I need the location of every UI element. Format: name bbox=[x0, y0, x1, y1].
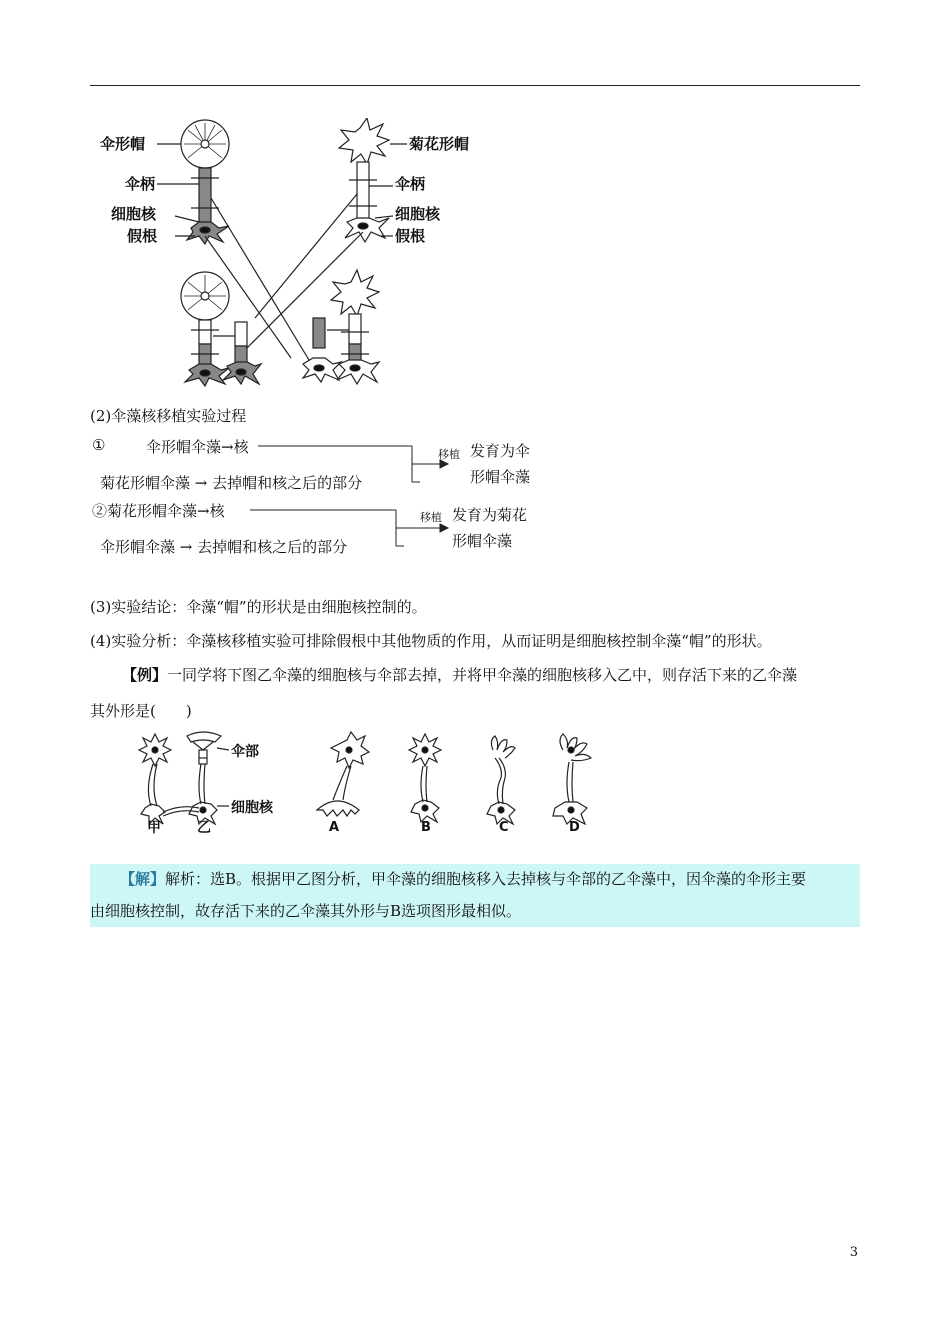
exp2-line1: ②菊花形帽伞藻→核 bbox=[92, 502, 225, 520]
label-nucleus-fig2: 细胞核 bbox=[231, 800, 273, 816]
exp1-line2: 菊花形帽伞藻 → 去掉帽和核之后的部分 bbox=[100, 474, 363, 492]
label-yi: 乙 bbox=[197, 820, 211, 836]
section3-conclusion: (3)实验结论：伞藻“帽”的形状是由细胞核控制的。 bbox=[90, 598, 427, 616]
section2-title: (2)伞藻核移植实验过程 bbox=[90, 407, 247, 425]
option-c-label: C bbox=[499, 820, 509, 835]
answer-tag: 【解】 bbox=[120, 870, 166, 888]
label-nucleus-left: 细胞核 bbox=[111, 205, 157, 223]
exp1-transplant: 移植 bbox=[438, 448, 460, 461]
exp2-result2: 形帽伞藻 bbox=[452, 532, 513, 550]
label-stalk-right: 伞柄 bbox=[395, 175, 426, 193]
option-d-label: D bbox=[569, 820, 580, 835]
exp1-number: ① bbox=[92, 436, 106, 454]
label-cap-part: 伞部 bbox=[231, 744, 259, 760]
exp1-result2: 形帽伞藻 bbox=[470, 468, 531, 486]
example-line2: 其外形是( ) bbox=[90, 702, 192, 720]
example-tag: 【例】 bbox=[122, 666, 168, 684]
example-line1 bbox=[122, 664, 797, 686]
label-chrysanthemum-cap: 菊花形帽 bbox=[409, 135, 470, 153]
label-nucleus-right: 细胞核 bbox=[395, 205, 441, 223]
exp1-line1: 伞形帽伞藻→核 bbox=[146, 438, 249, 456]
section4-analysis: (4)实验分析：伞藻核移植实验可排除假根中其他物质的作用，从而证明是细胞核控制伞藻“帽”的形状。 bbox=[90, 632, 772, 650]
label-umbrella-cap: 伞形帽 bbox=[100, 135, 146, 153]
page-number: 3 bbox=[849, 1245, 858, 1260]
exp2-result1: 发育为菊花 bbox=[452, 506, 528, 524]
answer-line2: 由细胞核控制，故存活下来的乙伞藻其外形与B选项图形最相似。 bbox=[90, 902, 522, 920]
answer-box bbox=[90, 864, 860, 927]
label-rhizoid-right: 假根 bbox=[395, 227, 426, 245]
options-figure bbox=[125, 728, 625, 840]
exp2-transplant: 移植 bbox=[420, 511, 442, 524]
exp2-line2: 伞形帽伞藻 → 去掉帽和核之后的部分 bbox=[100, 538, 348, 556]
option-b-label: B bbox=[421, 820, 431, 835]
label-jia: 甲 bbox=[147, 820, 161, 836]
answer-text1: 解析：选B。根据甲乙图分析，甲伞藻的细胞核移入去掉核与伞部的乙伞藻中，因伞藻的伞形主要 bbox=[165, 870, 807, 888]
option-a-label: A bbox=[329, 820, 340, 835]
example-question: 一同学将下图乙伞藻的细胞核与伞部去掉，并将甲伞藻的细胞核移入乙中，则存活下来的乙伞藻 bbox=[167, 666, 798, 684]
exp1-result1: 发育为伞 bbox=[470, 442, 531, 460]
label-rhizoid-left: 假根 bbox=[127, 227, 158, 245]
label-stalk-left: 伞柄 bbox=[125, 175, 156, 193]
answer-line1 bbox=[120, 868, 806, 890]
